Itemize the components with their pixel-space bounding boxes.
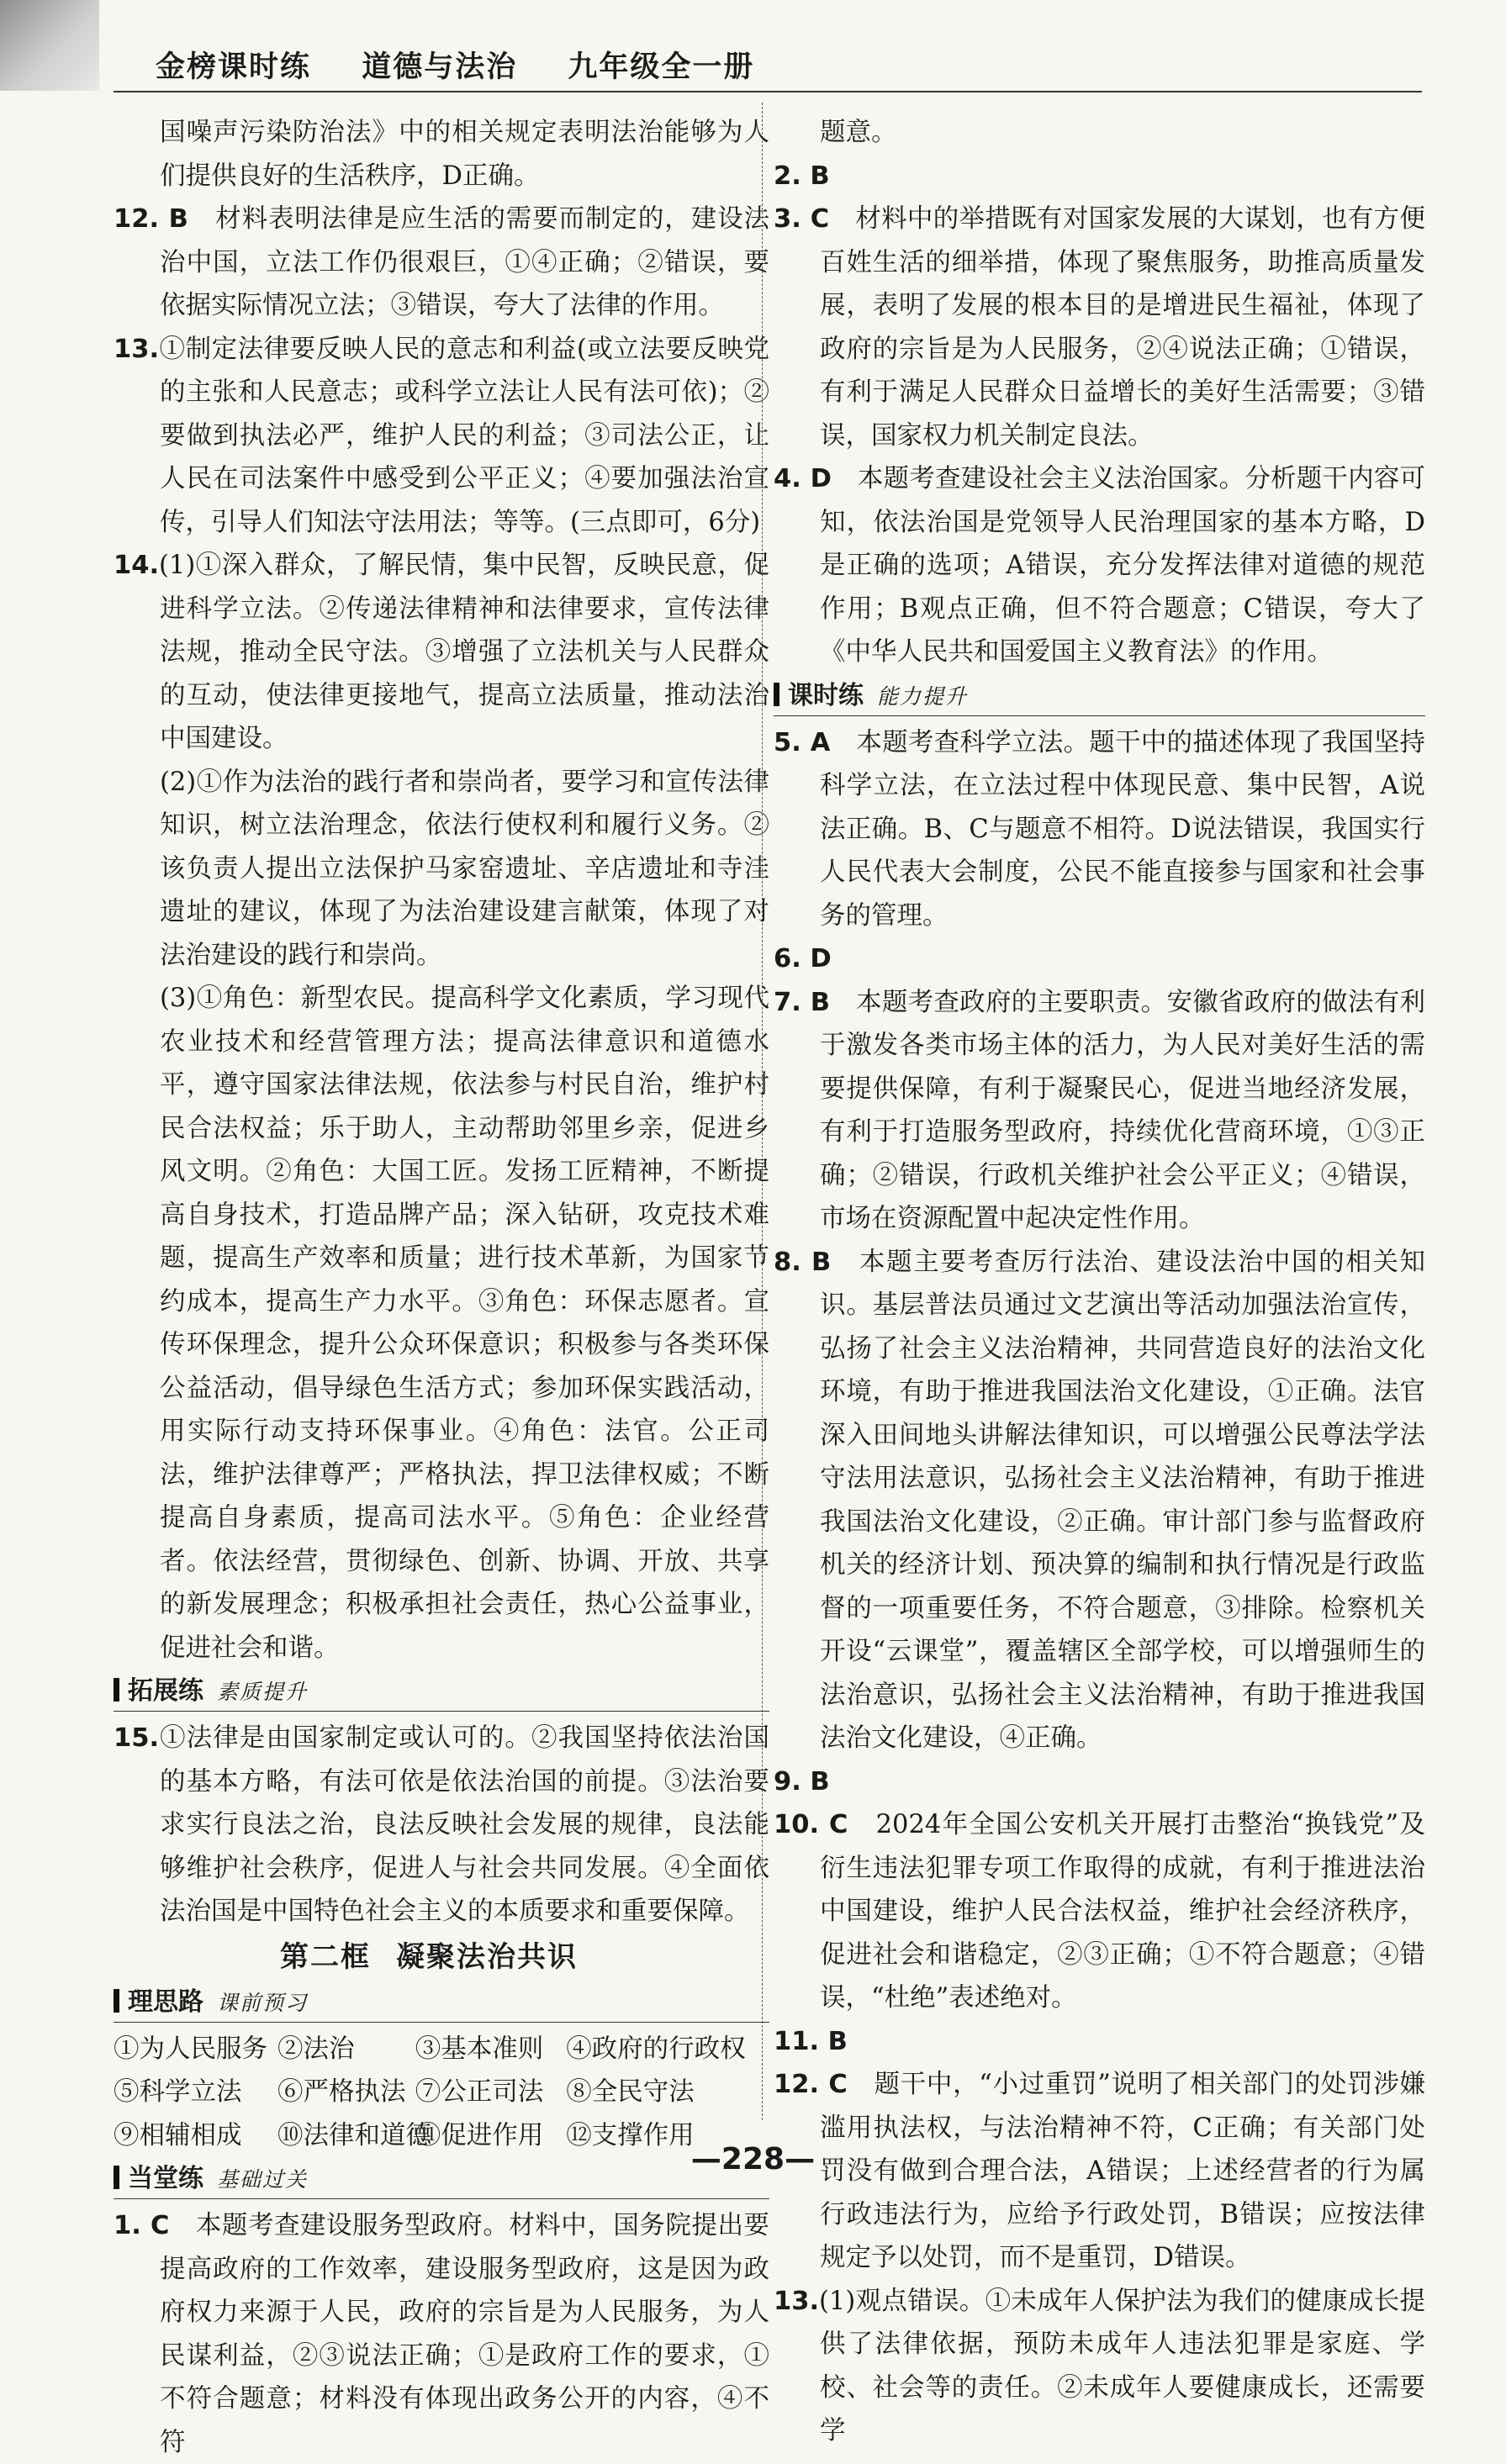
blank-item: ⑪促进作用	[415, 2120, 544, 2150]
section-bar-icon	[114, 1989, 119, 2013]
frame-title-a: 第二框	[280, 1939, 371, 1974]
blank-item: ⑤科学立法	[114, 2077, 242, 2107]
answer-num: 2. B	[774, 161, 830, 191]
answer-2	[774, 155, 1425, 198]
answer-continuation: 国噪声污染防治法》中的相关规定表明法治能够为人们提供良好的生活秩序，D正确。	[160, 118, 769, 191]
frame-title	[114, 1934, 769, 1981]
fill-blanks	[114, 2028, 769, 2158]
answer-num: 8. B	[774, 1247, 832, 1277]
answer-text: 本题考查科学立法。题干中的描述体现了我国坚持科学立法，在立法过程中体现民意、集中民智，A说法正确。B、C与题意不相符。D说法错误，我国实行人民代表大会制度，公民不能直接参与国家和社会事务的管理。	[820, 727, 1426, 931]
blank-item: ⑦公正司法	[415, 2077, 544, 2107]
answer-num: 12. C	[774, 2070, 848, 2099]
page-number: —228—	[690, 2142, 816, 2176]
section-name: 当堂练	[128, 2164, 203, 2193]
blank-item: ①为人民服务	[114, 2034, 267, 2064]
answer-num: 9. B	[774, 1766, 830, 1797]
answer-num: 7. B	[774, 987, 830, 1017]
section-tag: 能力提升	[877, 683, 969, 709]
corner-decoration	[0, 0, 99, 91]
right-column	[774, 111, 1425, 2453]
blank-item: ⑫支撑作用	[566, 2120, 695, 2150]
blank-item: ②法治	[277, 2034, 355, 2064]
answer-continuation: 题意。	[820, 118, 897, 147]
answer-num: 3. C	[774, 204, 830, 234]
answer-num: 12. B	[114, 204, 188, 234]
answer-text: 材料表明法律是应生活的需要而制定的，建设法治中国，立法工作仍很艰巨，①④正确；②错误，要依据实际情况立法；③错误，夸大了法律的作用。	[160, 204, 770, 320]
answer-13	[114, 328, 769, 545]
answer-num: 1. C	[114, 2211, 170, 2240]
answer-text: 题干中，“小过重罚”说明了相关部门的处罚涉嫌滥用执法权，与法治精神不符，C正确；有关部门处罚没有做到合理合法，A错误；上述经营者的行为属行政违法行为，应给予行政处罚，B错误；应按法律规定予以处罚，而不是重罚，D错误。	[820, 2070, 1425, 2272]
section-name: 拓展练	[128, 1676, 203, 1706]
answer-num: 5. A	[774, 727, 831, 757]
blank-item: ③基本准则	[415, 2034, 544, 2064]
running-header	[156, 44, 793, 86]
blank-item: ⑧全民守法	[566, 2077, 695, 2107]
blank-item: ⑩法律和道德	[277, 2120, 431, 2150]
answer-text: 材料中的举措既有对国家发展的大谋划，也有方便百姓生活的细举措，体现了聚焦服务，助推高质量发展，表明了发展的根本目的是增进民生福祉，体现了政府的宗旨是为人民服务，②④说法正确；①错误，有利于满足人民群众日益增长的美好生活需要；③错误，国家权力机关制定良法。	[820, 204, 1426, 451]
answer-text: 本题考查政府的主要职责。安徽省政府的做法有利于激发各类市场主体的活力，为人民对美好生活的需要提供保障，有利于凝聚民心，促进当地经济发展，有利于打造服务型政府，持续优化营商环境，①③正确；②错误，行政机关维护社会公平正义；④错误，市场在资源配置中起决定性作用。	[820, 987, 1426, 1233]
answer-9	[774, 1760, 1425, 1804]
answer-5	[774, 721, 1425, 938]
answer-text: 本题考查建设社会主义法治国家。分析题干内容可知，依法治国是党领导人民治理国家的基本方略，D是正确的选项；A错误，充分发挥法律对道德的规范作用；B观点正确，但不符合题意；C错误，夸大了《中华人民共和国爱国主义教育法》的作用。	[820, 464, 1426, 667]
answer-num: 13.	[114, 334, 160, 364]
answer-text: ①制定法律要反映人民的意志和利益(或立法要反映党的主张和人民意志；或科学立法让人民有法可依)；②要做到执法必严，维护人民的利益；③司法公正，让人民在司法案件中感受到公平正义；④要加强法治宣传，引导人们知法守法用法；等等。(三点即可，6分)	[159, 334, 769, 537]
answer-15	[114, 1717, 769, 1934]
answer-num: 6. D	[774, 944, 832, 973]
answer-14-part2: (2)①作为法治的践行者和崇尚者，要学习和宣传法律知识，树立法治理念，依法行使权利和履行义务。②该负责人提出立法保护马家窑遗址、辛店遗址和寺洼遗址的建议，体现了为法治建设建言献策，体现了对法治建设的践行和崇尚。	[160, 767, 769, 970]
header-series: 金榜课时练	[156, 50, 312, 84]
section-think	[114, 1984, 769, 2023]
answer-text: 本题考查建设服务型政府。材料中，国务院提出要提高政府的工作效率，建设服务型政府，这是因为政府权力来源于人民，政府的宗旨是为人民服务，为人民谋利益，②③说法正确；①是政府工作的要求，①不符合题意；材料没有体现出政务公开的内容，④不符	[160, 2211, 770, 2457]
header-subject: 道德与法治	[362, 50, 518, 84]
blank-item: ⑥严格执法	[277, 2077, 406, 2107]
answer-text: 2024年全国公安机关开展打击整治“换钱党”及衍生违法犯罪专项工作取得的成就，有利于推进法治中国建设，维护人民合法权益，维护社会经济秩序，促进社会和谐稳定，②③正确；①不符合题意；④错误，“杜绝”表述绝对。	[820, 1810, 1425, 2013]
answer-14	[114, 544, 769, 761]
answer-num: 4. D	[774, 464, 832, 493]
header-rule	[114, 91, 1422, 92]
left-column	[114, 111, 769, 2464]
answer-1	[114, 2204, 769, 2464]
frame-title-b: 凝聚法治共识	[396, 1939, 578, 1974]
answer-text: (1)①深入群众，了解民情，集中民智，反映民意，促进科学立法。②传递法律精神和法律要求，宣传法律法规，推动全民守法。③增强了立法机关与人民群众的互动，使法律更接地气，提高立法质量，推动法治中国建设。	[159, 551, 769, 753]
answer-6	[774, 937, 1425, 981]
answer-num: 10. C	[774, 1810, 848, 1839]
answer-13-right	[774, 2280, 1425, 2453]
answer-10	[774, 1803, 1425, 2020]
answer-num: 15.	[114, 1723, 160, 1753]
section-tag: 课前预习	[217, 1990, 309, 2015]
answer-text: 本题主要考查厉行法治、建设法治中国的相关知识。基层普法员通过文艺演出等活动加强法治宣传，弘扬了社会主义法治精神，共同营造良好的法治文化环境，有助于推进我国法治文化建设，①正确。法官深入田间地头讲解法律知识，可以增强公民尊法学法守法用法意识，弘扬社会主义法治精神，有助于推进我国法治文化建设，②正确。审计部门参与监督政府机关的经济计划、预决算的编制和执行情况是行政监督的一项重要任务，不符合题意，③排除。检察机关开设“云课堂”，覆盖辖区全部学校，可以增强师生的法治意识，弘扬社会主义法治精神，有助于推进我国法治文化建设，④正确。	[820, 1247, 1425, 1753]
answer-num: 14.	[114, 551, 160, 580]
header-grade: 九年级全一册	[568, 50, 755, 84]
blank-item: ④政府的行政权	[566, 2034, 746, 2064]
section-tag: 素质提升	[217, 1680, 309, 1704]
answer-4	[774, 457, 1425, 674]
answer-8	[774, 1241, 1425, 1760]
answer-text: (1)观点错误。①未成年人保护法为我们的健康成长提供了法律依据，预防未成年人违法犯罪是家庭、学校、社会等的责任。②未成年人要健康成长，还需要学	[819, 2286, 1425, 2446]
section-name: 理思路	[128, 1987, 203, 2017]
section-lesson	[774, 678, 1425, 716]
answer-12	[114, 198, 769, 328]
answer-3	[774, 198, 1425, 457]
answer-num: 11. B	[774, 2026, 848, 2056]
section-bar-icon	[114, 1678, 119, 1702]
section-expand	[114, 1673, 769, 1712]
section-bar-icon	[774, 683, 779, 706]
section-tag: 基础过关	[217, 2167, 309, 2192]
blank-item: ⑨相辅相成	[114, 2120, 242, 2150]
answer-11	[774, 2020, 1425, 2064]
answer-14-part3: (3)①角色：新型农民。提高科学文化素质，学习现代农业技术和经营管理方法；提高法律意识和道德水平，遵守国家法律法规，依法参与村民自治，维护村民合法权益；乐于助人，主动帮助邻里乡亲，促进乡风文明。②角色：大国工匠。发扬工匠精神，不断提高自身技术，打造品牌产品；深入钻研，攻克技术难题，提高生产效率和质量；进行技术革新，为国家节约成本，提高生产力水平。③角色：环保志愿者。宣传环保理念，提升公众环保意识；积极参与各类环保公益活动，倡导绿色生活方式；参加环保实践活动，用实际行动支持环保事业。④角色：法官。公正司法，维护法律尊严；严格执法，捍卫法律权威；不断提高自身素质，提高司法水平。⑤角色：企业经营者。依法经营，贯彻绿色、创新、协调、开放、共享的新发展理念；积极承担社会责任，热心公益事业，促进社会和谐。	[160, 984, 769, 1663]
section-name: 课时练	[788, 680, 864, 710]
answer-7	[774, 981, 1425, 1241]
answer-num: 13.	[774, 2286, 820, 2316]
answer-text: ①法律是由国家制定或认可的。②我国坚持依法治国的基本方略，有法可依是依法治国的前提。③法治要求实行良法之治，良法反映社会发展的规律，良法能够维护社会秩序，促进人与社会共同发展。④全面依法治国是中国特色社会主义的本质要求和重要保障。	[159, 1723, 769, 1926]
